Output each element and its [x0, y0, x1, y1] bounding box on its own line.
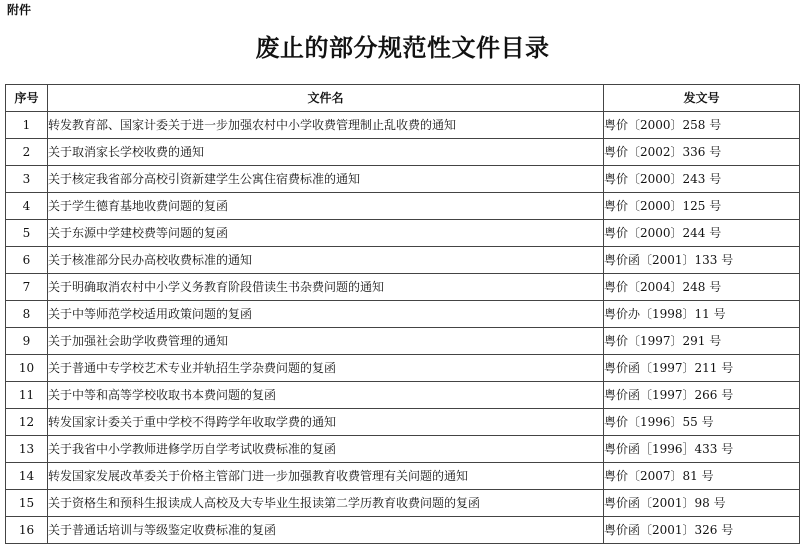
document-title: 废止的部分规范性文件目录 — [255, 34, 550, 62]
column-header-serial: 序号 — [6, 85, 48, 112]
row-serial-cell: 11 — [6, 382, 48, 409]
row-filename-cell: 关于学生德育基地收费问题的复函 — [48, 193, 604, 220]
table-row — [6, 463, 800, 490]
repealed-documents-table — [5, 84, 800, 544]
row-docnumber-cell: 粤价函〔2001〕98 号 — [604, 490, 800, 517]
table-row — [6, 409, 800, 436]
row-serial-cell: 6 — [6, 247, 48, 274]
table-row — [6, 166, 800, 193]
row-docnumber-cell: 粤价办〔1998〕11 号 — [604, 301, 800, 328]
table-row — [6, 193, 800, 220]
row-serial-cell: 16 — [6, 517, 48, 544]
row-filename-cell: 关于核准部分民办高校收费标准的通知 — [48, 247, 604, 274]
table-row — [6, 112, 800, 139]
row-docnumber-cell: 粤价〔1997〕291 号 — [604, 328, 800, 355]
table-row — [6, 220, 800, 247]
table-row — [6, 382, 800, 409]
row-docnumber-cell: 粤价〔2000〕258 号 — [604, 112, 800, 139]
row-serial-cell: 9 — [6, 328, 48, 355]
row-filename-cell: 转发国家发展改革委关于价格主管部门进一步加强教育收费管理有关问题的通知 — [48, 463, 604, 490]
row-docnumber-cell: 粤价函〔1997〕211 号 — [604, 355, 800, 382]
table-row — [6, 301, 800, 328]
row-docnumber-cell: 粤价〔2002〕336 号 — [604, 139, 800, 166]
row-serial-cell: 5 — [6, 220, 48, 247]
row-serial-cell: 13 — [6, 436, 48, 463]
row-serial-cell: 15 — [6, 490, 48, 517]
row-filename-cell: 关于中等和高等学校收取书本费问题的复函 — [48, 382, 604, 409]
row-docnumber-cell: 粤价函［1996］433 号 — [604, 436, 800, 463]
table-row — [6, 517, 800, 544]
row-filename-cell: 关于明确取消农村中小学义务教育阶段借读生书杂费问题的通知 — [48, 274, 604, 301]
row-filename-cell: 转发教育部、国家计委关于进一步加强农村中小学收费管理制止乱收费的通知 — [48, 112, 604, 139]
table-row — [6, 328, 800, 355]
row-serial-cell: 8 — [6, 301, 48, 328]
table-row — [6, 139, 800, 166]
row-docnumber-cell: 粤价函〔1997〕266 号 — [604, 382, 800, 409]
column-header-docnumber: 发文号 — [604, 85, 800, 112]
row-docnumber-cell: 粤价〔2000〕244 号 — [604, 220, 800, 247]
row-serial-cell: 10 — [6, 355, 48, 382]
table-row — [6, 436, 800, 463]
table-body — [6, 112, 800, 544]
row-filename-cell: 关于普通中专学校艺术专业并轨招生学杂费问题的复函 — [48, 355, 604, 382]
row-filename-cell: 关于核定我省部分高校引资新建学生公寓住宿费标准的通知 — [48, 166, 604, 193]
row-docnumber-cell: 粤价〔2004〕248 号 — [604, 274, 800, 301]
row-serial-cell: 14 — [6, 463, 48, 490]
table-row — [6, 274, 800, 301]
row-filename-cell: 关于东源中学建校费等问题的复函 — [48, 220, 604, 247]
table-row — [6, 355, 800, 382]
row-docnumber-cell: 粤价〔2000〕243 号 — [604, 166, 800, 193]
row-serial-cell: 7 — [6, 274, 48, 301]
row-filename-cell: 关于资格生和预科生报读成人高校及大专毕业生报读第二学历教育收费问题的复函 — [48, 490, 604, 517]
row-serial-cell: 1 — [6, 112, 48, 139]
row-serial-cell: 2 — [6, 139, 48, 166]
row-docnumber-cell: 粤价〔2000〕125 号 — [604, 193, 800, 220]
row-filename-cell: 关于普通话培训与等级鉴定收费标准的复函 — [48, 517, 604, 544]
row-serial-cell: 3 — [6, 166, 48, 193]
row-docnumber-cell: 粤价函〔2001〕133 号 — [604, 247, 800, 274]
row-serial-cell: 4 — [6, 193, 48, 220]
row-docnumber-cell: 粤价函〔2001〕326 号 — [604, 517, 800, 544]
row-filename-cell: 关于我省中小学教师进修学历自学考试收费标准的复函 — [48, 436, 604, 463]
row-docnumber-cell: 粤价〔1996〕55 号 — [604, 409, 800, 436]
row-filename-cell: 转发国家计委关于重中学校不得跨学年收取学费的通知 — [48, 409, 604, 436]
column-header-filename: 文件名 — [48, 85, 604, 112]
row-filename-cell: 关于加强社会助学收费管理的通知 — [48, 328, 604, 355]
row-filename-cell: 关于中等师范学校适用政策问题的复函 — [48, 301, 604, 328]
row-serial-cell: 12 — [6, 409, 48, 436]
table-row — [6, 247, 800, 274]
row-docnumber-cell: 粤价〔2007〕81 号 — [604, 463, 800, 490]
table-row — [6, 490, 800, 517]
table-header-row — [6, 85, 800, 112]
row-filename-cell: 关于取消家长学校收费的通知 — [48, 139, 604, 166]
attachment-label: 附件 — [7, 3, 32, 17]
